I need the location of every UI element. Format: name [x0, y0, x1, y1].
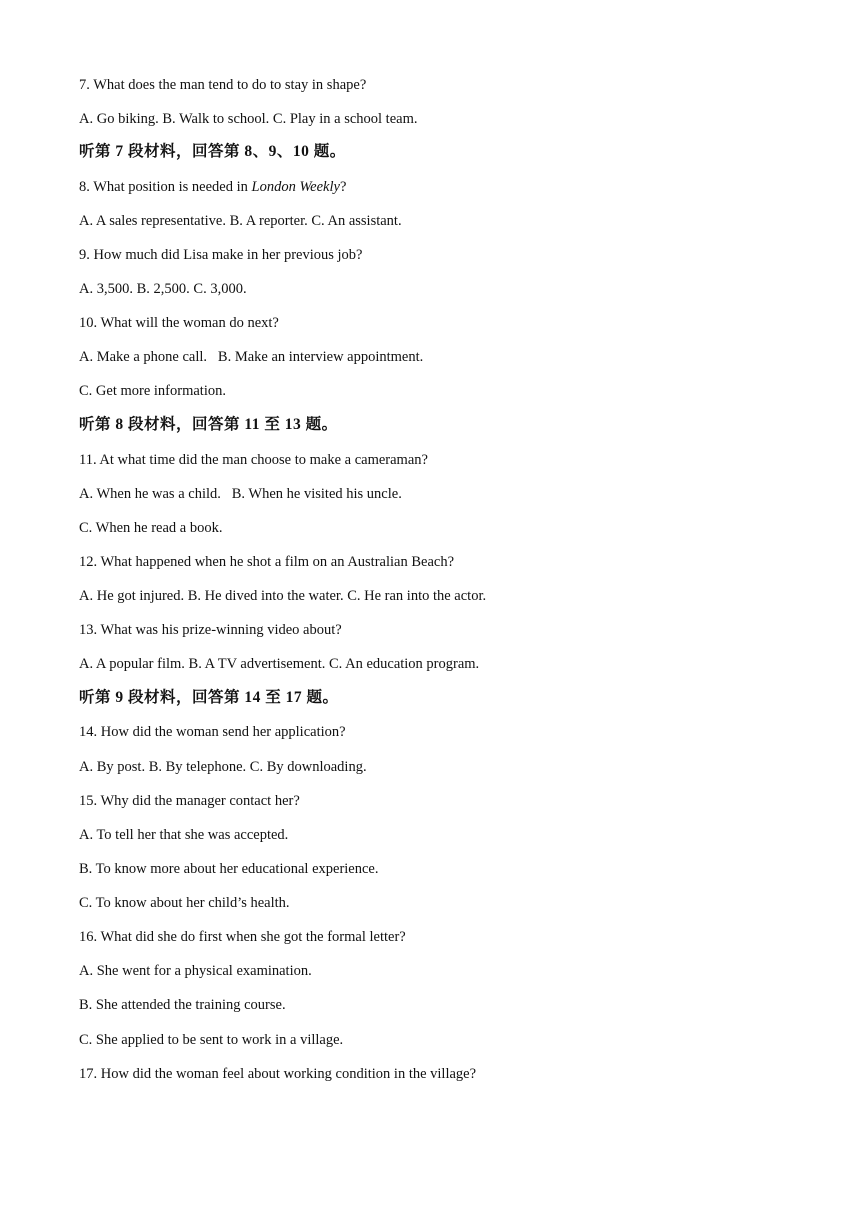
question-10: 10. What will the woman do next?	[79, 315, 279, 331]
question-16-option-c: C. She applied to be sent to work in a village.	[79, 1032, 344, 1048]
question-8-publication: London Weekly	[251, 179, 340, 195]
question-9-options: A. 3,500. B. 2,500. C. 3,000.	[79, 281, 247, 297]
question-13: 13. What was his prize-winning video about?	[79, 622, 342, 638]
question-8-mark: ?	[339, 179, 347, 195]
question-14: 14. How did the woman send her application?	[79, 724, 346, 740]
question-9: 9. How much did Lisa make in her previous job?	[79, 247, 363, 263]
section-heading-7: 听第 7 段材料，回答第 8、9、10 题。	[79, 143, 346, 160]
question-16: 16. What did she do first when she got the formal letter?	[79, 929, 406, 945]
question-15-option-b: B. To know more about her educational experience.	[79, 861, 379, 877]
question-8-text: 8. What position is needed in	[79, 179, 252, 195]
question-10-option-c: C. Get more information.	[79, 383, 226, 399]
question-10-options-ab: A. Make a phone call. B. Make an interview appointment.	[79, 349, 424, 365]
question-17: 17. How did the woman feel about working condition in the village?	[79, 1066, 477, 1082]
question-13-options: A. A popular film. B. A TV advertisement. C. An education program.	[79, 656, 480, 672]
question-16-option-b: B. She attended the training course.	[79, 997, 286, 1013]
question-11: 11. At what time did the man choose to make a cameraman?	[79, 452, 428, 468]
question-12: 12. What happened when he shot a film on an Australian Beach?	[79, 554, 455, 570]
question-15: 15. Why did the manager contact her?	[79, 793, 300, 809]
question-8	[79, 177, 346, 197]
question-12-options: A. He got injured. B. He dived into the water. C. He ran into the actor.	[79, 588, 487, 604]
section-heading-9: 听第 9 段材料，回答第 14 至 17 题。	[79, 689, 339, 706]
question-14-options: A. By post. B. By telephone. C. By downloading.	[79, 759, 367, 775]
question-11-options-ab: A. When he was a child. B. When he visited his uncle.	[79, 486, 402, 502]
question-15-option-c: C. To know about her child’s health.	[79, 895, 290, 911]
section-heading-8: 听第 8 段材料，回答第 11 至 13 题。	[79, 416, 338, 433]
question-7: 7. What does the man tend to do to stay in shape?	[79, 77, 367, 93]
question-16-option-a: A. She went for a physical examination.	[79, 963, 312, 979]
question-15-option-a: A. To tell her that she was accepted.	[79, 827, 289, 843]
question-11-option-c: C. When he read a book.	[79, 520, 223, 536]
question-7-options: A. Go biking. B. Walk to school. C. Play in a school team.	[79, 111, 418, 127]
question-8-options: A. A sales representative. B. A reporter. C. An assistant.	[79, 213, 402, 229]
